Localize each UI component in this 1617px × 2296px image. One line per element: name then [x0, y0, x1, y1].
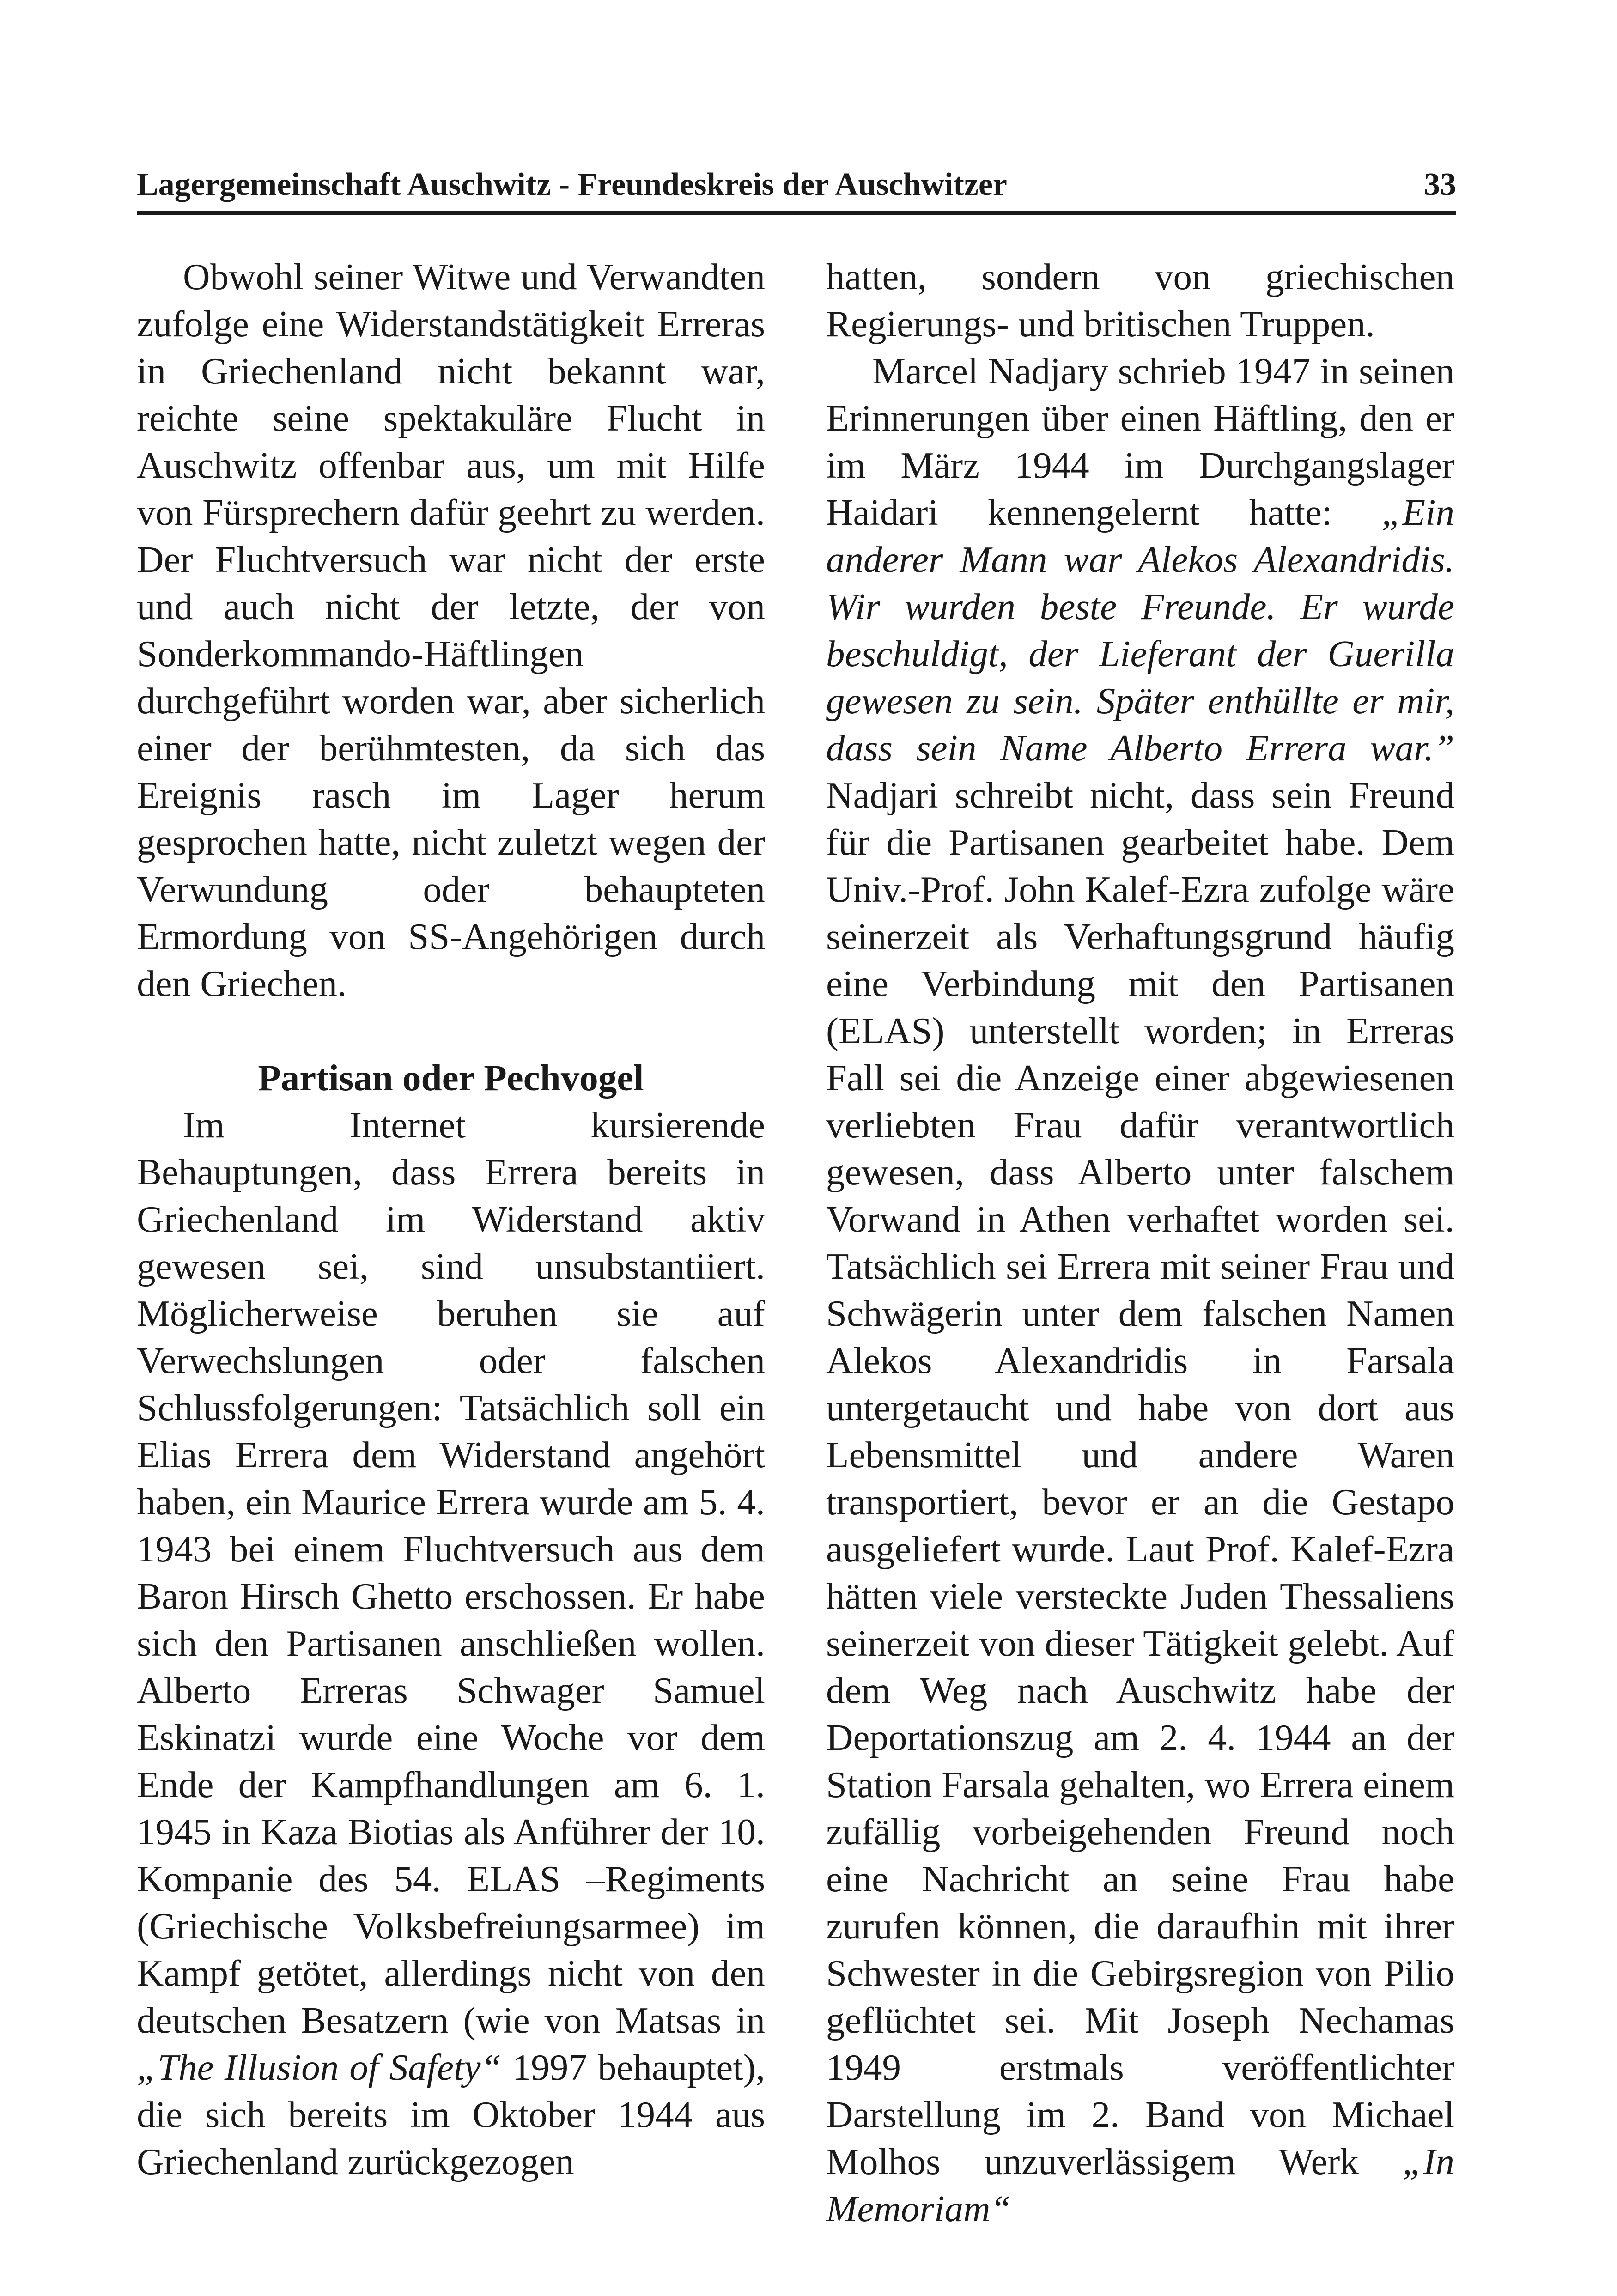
paragraph-nadjary [826, 347, 1454, 2232]
right-column [826, 253, 1454, 2232]
paragraph-nadjary-end: Nadjari schreibt nicht, dass sein Freund für die Partisanen gearbeitet habe. Dem Univ.-Prof. John Kalef-Ezra zufolge wäre seinerzeit als Verhaftungsgrund häufig eine Verbindung mit den Partisanen (ELAS) unterstellt worden; in Erreras Fall sei die Anzeige einer abgewiesenen verliebten Frau dafür verantwortlich gewesen, dass Alberto unter falschem Vorwand in Athen verhaftet worden sei. Tatsächlich sei Errera mit seiner Frau und Schwägerin unter dem falschen Namen Alekos Alexandridis in Farsala untergetaucht und habe von dort aus Lebensmittel und andere Waren transportiert, bevor er an die Gestapo ausgeliefert wurde. Laut Prof. Kalef-Ezra hätten viele versteckte Juden Thessaliens seinerzeit von dieser Tätigkeit gelebt. Auf dem Weg nach Auschwitz habe der Deportationszug am 2. 4. 1944 an der Station Farsala gehalten, wo Errera einem zufällig vorbeigehenden Freund noch eine Nachricht an seine Frau habe zurufen können, die daraufhin mit ihrer Schwester in die Gebirgsregion von Pilio geflüchtet sei. Mit Joseph Nechamas 1949 erstmals veröffentlichter Darstellung im 2. Band von Michael Molhos unzuverlässigem Werk [826, 774, 1454, 2182]
header-title: Lagergemeinschaft Auschwitz - Freundeskreis der Auschwitzer [137, 167, 1007, 202]
book-title-illusion: „The Illusion of Safety“ [137, 2047, 502, 2088]
paragraph-internet [137, 1101, 765, 2185]
running-header [137, 166, 1456, 203]
left-column [137, 253, 765, 2185]
page-number: 33 [1424, 167, 1456, 202]
paragraph-internet-end: 1997 behauptet), die sich bereits im Oktober 1944 aus Griechenland zurückgezogen [137, 2047, 765, 2182]
paragraph-nadjary-text: Marcel Nadjary schrieb 1947 in seinen Erinnerungen über einen Häftling, den er im März 1944 im Durchgangslager Haidari kennengelernt hatte: [826, 350, 1454, 533]
paragraph-continuation: hatten, sondern von griechischen Regierungs- und britischen Truppen. [826, 256, 1454, 345]
book-title-in-memoriam: „In Memoriam“ [826, 2141, 1454, 2229]
paragraph-internet-text: Im Internet kursierende Behauptungen, dass Errera bereits in Griechenland im Widerstand aktiv gewesen sei, sind unsubstantiiert. Möglicherweise beruhen sie auf Verwechslungen oder falschen Schlussfolgerungen: Tatsächlich soll ein Elias Errera dem Widerstand angehört haben, ein Maurice Errera wurde am 5. 4. 1943 bei einem Fluchtversuch aus dem Baron Hirsch Ghetto erschossen. Er habe sich den Partisanen anschließen wollen. Alberto Erreras Schwager Samuel Eskinatzi wurde eine Woche vor dem Ende der Kampfhandlungen am 6. 1. 1945 in Kaza Biotias als Anführer der 10. Kompanie des 54. ELAS –Regiments (Griechische Volksbefreiungsarmee) im Kampf getötet, allerdings nicht von den deutschen Besatzern (wie von Matsas in [137, 1104, 765, 2041]
paragraph-witwe: Obwohl seiner Witwe und Verwandten zufolge eine Widerstandstätigkeit Erreras in Griechenland nicht bekannt war, reichte seine spektakuläre Flucht in Auschwitz offenbar aus, um mit Hilfe von Fürsprechern dafür geehrt zu werden. Der Fluchtversuch war nicht der erste und auch nicht der letzte, der von Sonderkommando-Häftlingen durchgeführt worden war, aber sicherlich einer der berühmtesten, da sich das Ereignis rasch im Lager herum gesprochen hatte, nicht zuletzt wegen der Verwundung oder behaupteten Ermordung von SS-Angehörigen durch den Griechen. [137, 256, 765, 1004]
section-heading: Partisan oder Pechvogel [258, 1057, 644, 1099]
nadjary-quote: „Ein anderer Mann war Alekos Alexandridis. Wir wurden beste Freunde. Er wurde beschuldigt, der Lieferant der Guerilla gewesen zu sein. Später enthüllte er mir, dass sein Name Alberto Errera war.” [826, 492, 1454, 769]
header-rule [137, 211, 1456, 215]
